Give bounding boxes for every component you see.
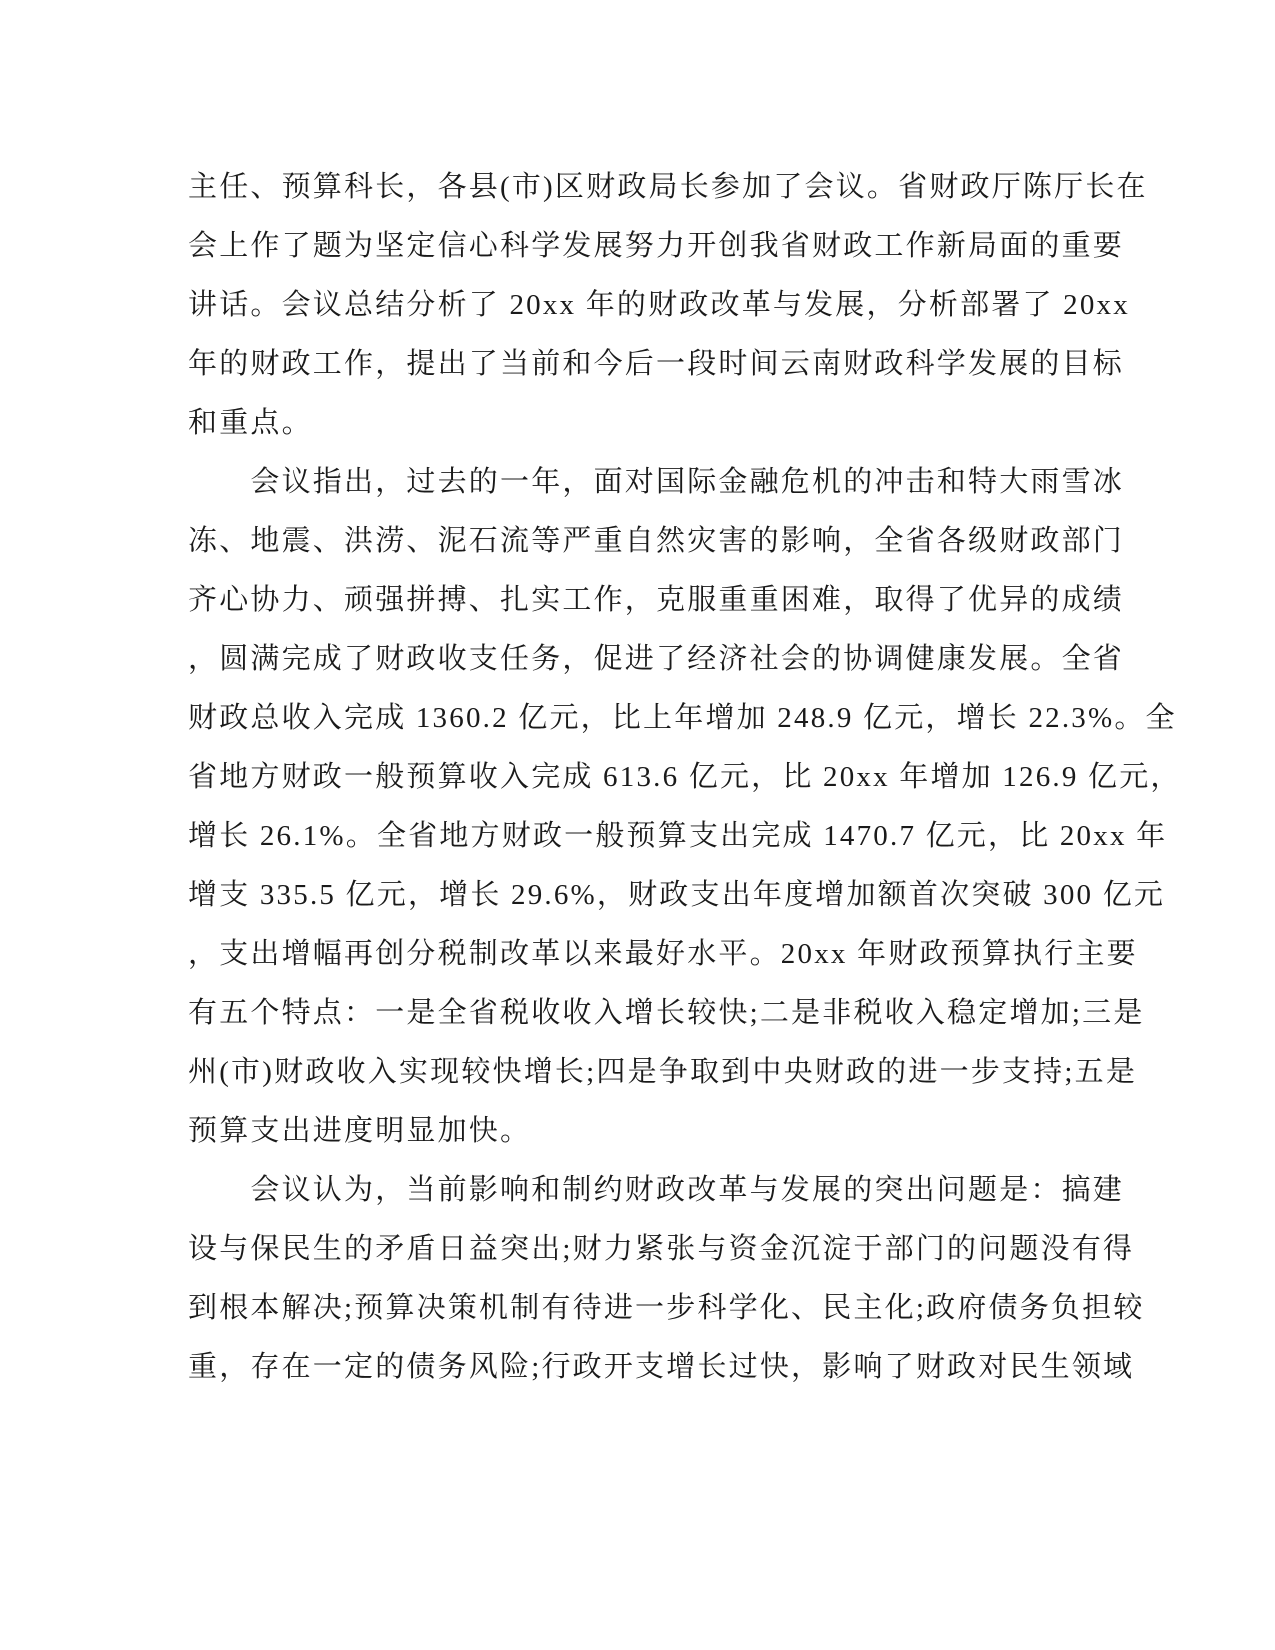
document-body-text <box>188 158 1182 1397</box>
text-line: 会议指出，过去的一年，面对国际金融危机的冲击和特大雨雪冰 <box>188 466 1125 498</box>
text-line: 省地方财政一般预算收入完成 613.6 亿元，比 20xx 年增加 126.9 亿元， <box>188 761 1182 793</box>
text-line: 增长 26.1%。全省地方财政一般预算支出完成 1470.7 亿元，比 20xx 年 <box>188 820 1168 852</box>
text-line: 重，存在一定的债务风险;行政开支增长过快，影响了财政对民生领域 <box>188 1351 1135 1383</box>
text-line: 齐心协力、顽强拼搏、扎实工作，克服重重困难，取得了优异的成绩 <box>188 584 1125 616</box>
text-line: 和重点。 <box>188 407 313 439</box>
text-line: 增支 335.5 亿元，增长 29.6%，财政支出年度增加额首次突破 300 亿元 <box>188 879 1166 911</box>
text-line: 年的财政工作，提出了当前和今后一段时间云南财政科学发展的目标 <box>188 348 1125 380</box>
text-line: 设与保民生的矛盾日益突出;财力紧张与资金沉淀于部门的问题没有得 <box>188 1233 1135 1265</box>
text-line: 预算支出进度明显加快。 <box>188 1115 532 1147</box>
text-line: 州(市)财政收入实现较快增长;四是争取到中央财政的进一步支持;五是 <box>188 1056 1138 1088</box>
text-line: 主任、预算科长，各县(市)区财政局长参加了会议。省财政厅陈厅长在 <box>188 171 1148 203</box>
text-line: 有五个特点：一是全省税收收入增长较快;二是非税收入稳定增加;三是 <box>188 997 1145 1029</box>
text-line: 讲话。会议总结分析了 20xx 年的财政改革与发展，分析部署了 20xx <box>188 289 1130 321</box>
text-line: 会上作了题为坚定信心科学发展努力开创我省财政工作新局面的重要 <box>188 230 1125 262</box>
text-line: ，支出增幅再创分税制改革以来最好水平。20xx 年财政预算执行主要 <box>188 938 1138 970</box>
text-line: 冻、地震、洪涝、泥石流等严重自然灾害的影响，全省各级财政部门 <box>188 525 1125 557</box>
text-line: 到根本解决;预算决策机制有待进一步科学化、民主化;政府债务负担较 <box>188 1292 1145 1324</box>
text-line: 财政总收入完成 1360.2 亿元，比上年增加 248.9 亿元，增长 22.3%。全 <box>188 702 1177 734</box>
text-line: 会议认为，当前影响和制约财政改革与发展的突出问题是：搞建 <box>188 1174 1125 1206</box>
text-line: ，圆满完成了财政收支任务，促进了经济社会的协调健康发展。全省 <box>188 643 1125 675</box>
